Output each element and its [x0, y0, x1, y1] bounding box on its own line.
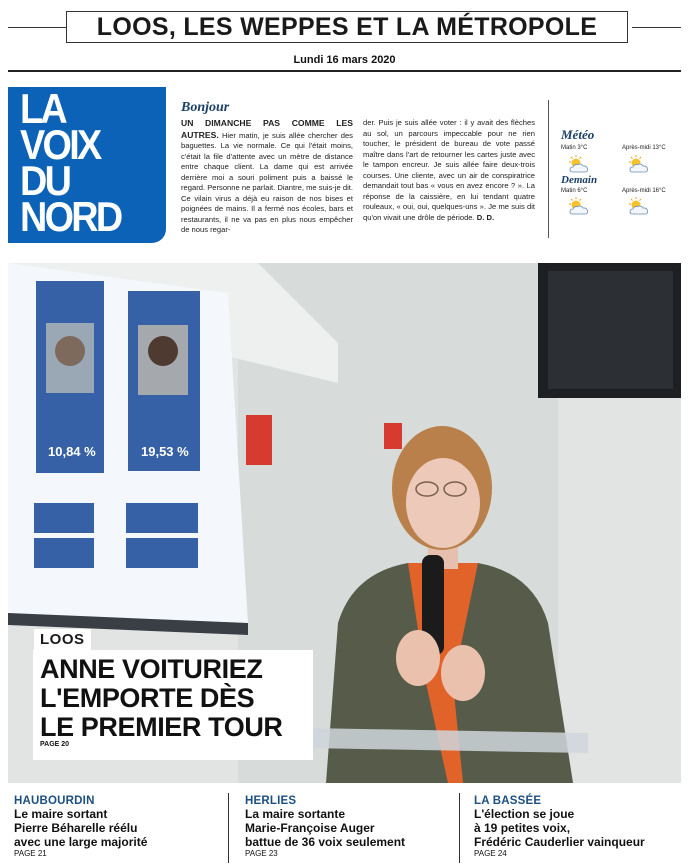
- logo-line: VOIX: [20, 121, 100, 168]
- teaser-title-line: à 19 petites voix,: [474, 821, 571, 835]
- logo-line: NORD: [20, 193, 121, 240]
- teaser-page: PAGE 23: [245, 849, 278, 858]
- sun-cloud-icon: [566, 154, 592, 174]
- teaser-title-line: Le maire sortant: [14, 807, 108, 821]
- teaser-title-line: Marie-Françoise Auger: [245, 821, 375, 835]
- main-story-page: PAGE 20: [40, 741, 70, 748]
- teaser-kicker: HERLIES: [245, 795, 297, 807]
- logo-line: DU: [20, 157, 70, 204]
- headline-line: L'EMPORTE DÈS: [40, 683, 255, 713]
- headline-line: ANNE VOITURIEZ: [40, 654, 263, 684]
- teaser-title-line: avec une large majorité: [14, 835, 148, 849]
- headline-line: LE PREMIER TOUR: [40, 712, 283, 742]
- teaser-title-line: Frédéric Cauderlier vainqueur: [474, 835, 645, 849]
- weather-tomorrow-morning: Matin 6°C: [561, 188, 588, 194]
- teaser-divider: [459, 793, 460, 863]
- teaser-la-bassee[interactable]: [474, 795, 684, 858]
- column-divider: [548, 100, 549, 238]
- logo-line: LA: [20, 87, 65, 132]
- teaser-herlies[interactable]: [245, 795, 455, 858]
- teaser-kicker: HAUBOURDIN: [14, 795, 95, 807]
- teaser-kicker: LA BASSÉE: [474, 795, 542, 807]
- weather-today-morning: Matin 3°C: [561, 145, 588, 151]
- bonjour-column-2: [363, 118, 535, 223]
- main-headline[interactable]: [40, 655, 310, 742]
- bonjour-text-2: der. Puis je suis allée voter : il y avait des flèches au sol, un parcours impeccable pour ne rien toucher, le président de bureau de vote passé maître dans l'art de retourner les cartes juste avec le tampon encreur. Je suis allée faire deux-trois courses. Une cliente, avec un air de conspiratrice demandait tout bas « vous en avez encore ? ». La réponse de la caissière, en lui tendant quatre rouleaux, « oui, oui, quelques-uns ». Je me suis dit qu'on vivait une drôle de période.: [363, 118, 535, 222]
- teaser-title-line: Pierre Béharelle réélu: [14, 821, 138, 835]
- teaser-title-line: L'élection se joue: [474, 807, 575, 821]
- sun-cloud-icon: [626, 196, 652, 216]
- teaser-page: PAGE 21: [14, 849, 47, 858]
- screen-percent-left: 10,84 %: [48, 444, 96, 459]
- bonjour-title: Bonjour: [181, 100, 230, 115]
- newspaper-logo[interactable]: [8, 87, 166, 243]
- header-rule-right: [632, 27, 681, 28]
- teaser-divider: [228, 793, 229, 863]
- teaser-haubourdin[interactable]: [14, 795, 224, 858]
- story-location-tag[interactable]: LOOS: [34, 629, 91, 650]
- bonjour-column-1: [181, 118, 353, 236]
- bonjour-text-1: Hier matin, je suis allée chercher des baguettes. La vie normale. Ce qui l'était moins, c'était la file d'attente avec un mètre de distance entre chaque client. La dame qui est arrivée derrière moi a souri poliment puis a baissé le regard. Personne ne parlait. Diantre, me suis-je dit. Ce vilain virus a déjà eu raison de nos bises et poignées de mains. Il a fermé nos écoles, bars et restaurants, il ne va pas en plus nous empêcher de nous regar-: [181, 130, 353, 234]
- teaser-title-line: battue de 36 voix seulement: [245, 835, 406, 849]
- teaser-page: PAGE 24: [474, 849, 507, 858]
- weather-tomorrow-title: Demain: [561, 174, 598, 186]
- weather-title: Météo: [561, 127, 595, 142]
- teaser-title-line: La maire sortante: [245, 807, 346, 821]
- header-rule-left: [8, 27, 66, 28]
- screen-percent-right: 19,53 %: [141, 444, 189, 459]
- weather-tomorrow-afternoon: Après-midi 16°C: [622, 188, 666, 194]
- weather-today-afternoon: Après-midi 13°C: [622, 145, 666, 151]
- section-title: LOOS, LES WEPPES ET LA MÉTROPOLE: [66, 11, 628, 43]
- sun-cloud-icon: [626, 154, 652, 174]
- header-divider: [8, 70, 681, 72]
- issue-date: Lundi 16 mars 2020: [293, 54, 396, 66]
- bonjour-lead: UN DIMANCHE PAS COMME LES AUTRES.: [181, 118, 353, 140]
- bonjour-signature: D. D.: [476, 212, 495, 222]
- sun-cloud-icon: [566, 196, 592, 216]
